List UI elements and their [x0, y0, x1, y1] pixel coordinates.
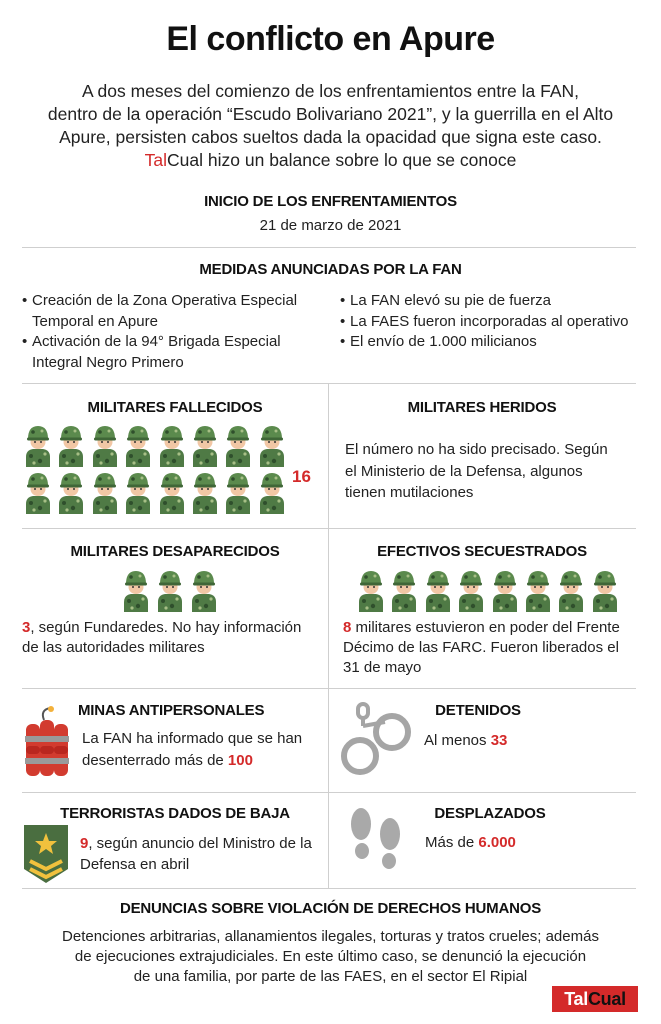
soldier-icon	[557, 568, 585, 612]
secuestrados-text	[343, 618, 628, 678]
handcuffs-icon	[340, 702, 416, 778]
divider	[22, 383, 636, 384]
desaparecidos-count: 3	[22, 619, 31, 636]
list-item: • Activación de la 94° Brigada Especial Integral Negro Primero	[22, 332, 307, 373]
soldier-icon	[224, 470, 252, 514]
terroristas-heading: TERRORISTAS DADOS DE BAJA	[60, 805, 290, 822]
soldier-icon	[158, 470, 186, 514]
intro-line-rest: Cual hizo un balance sobre lo que se conoce	[167, 150, 517, 170]
logo-part-2: Cual	[587, 989, 626, 1009]
soldier-icon	[491, 568, 519, 612]
denuncias-line: de una familia, por parte de las FAES, en el sector El Ripial	[133, 968, 528, 985]
detenidos-count: 33	[490, 732, 508, 749]
list-item: • La FAN elevó su pie de fuerza	[340, 291, 630, 312]
soldier-icon	[390, 568, 418, 612]
terroristas-desc: , según anuncio del Ministro de la Defensa en abril	[80, 835, 312, 873]
dynamite-icon	[22, 706, 72, 778]
heridos-heading: MILITARES HERIDOS	[407, 399, 557, 416]
desplazados-text	[425, 833, 625, 853]
soldier-icon	[124, 470, 152, 514]
footprints-icon	[344, 806, 408, 870]
terroristas-count: 9	[80, 835, 89, 852]
inicio-heading: INICIO DE LOS ENFRENTAMIENTOS	[204, 193, 457, 210]
divider	[22, 688, 636, 689]
desplazados-heading: DESPLAZADOS	[434, 805, 546, 822]
list-item: • La FAES fueron incorporadas al operativo	[340, 312, 630, 333]
fallecidos-heading: MILITARES FALLECIDOS	[87, 399, 263, 416]
list-item: • El envío de 1.000 milicianos	[340, 332, 630, 353]
soldier-icon	[124, 423, 152, 467]
denuncias-text	[0, 927, 661, 987]
soldier-icon	[191, 423, 219, 467]
soldier-icon	[122, 568, 150, 612]
page-title: El conflicto en Apure	[166, 20, 495, 58]
soldier-icon	[258, 470, 286, 514]
soldier-icon	[57, 423, 85, 467]
terroristas-text	[80, 833, 320, 875]
fallecidos-count: 16	[292, 467, 311, 486]
medidas-heading: MEDIDAS ANUNCIADAS POR LA FAN	[199, 261, 462, 278]
column-divider	[328, 383, 329, 889]
divider	[22, 888, 636, 889]
minas-desc: La FAN ha informado que se han desenterrado más de	[82, 730, 303, 769]
soldier-icon	[57, 470, 85, 514]
desaparecidos-desc: , según Fundaredes. No hay información de las autoridades militares	[22, 619, 302, 656]
intro-brand-word: Tal	[144, 150, 168, 170]
soldier-icon	[524, 568, 552, 612]
secuestrados-desc: militares estuvieron en poder del Frente Décimo de las FARC. Fueron liberados el 31 de mayo	[343, 619, 620, 676]
divider	[22, 247, 636, 248]
divider	[22, 792, 636, 793]
minas-count: 100	[227, 752, 253, 769]
intro-paragraph	[40, 80, 621, 172]
desaparecidos-heading: MILITARES DESAPARECIDOS	[70, 543, 280, 560]
soldier-icon	[190, 568, 218, 612]
minas-text	[82, 728, 317, 772]
soldier-icon	[258, 423, 286, 467]
military-rank-icon	[22, 823, 70, 885]
secuestrados-heading: EFECTIVOS SECUESTRADOS	[377, 543, 587, 560]
detenidos-text	[424, 731, 624, 751]
soldier-icon	[91, 423, 119, 467]
logo-part-1: Tal	[564, 989, 588, 1009]
soldier-icon	[224, 423, 252, 467]
inicio-date: 21 de marzo de 2021	[259, 217, 402, 234]
detenidos-desc: Al menos	[424, 732, 491, 749]
heridos-text: El número no ha sido precisado. Según el Ministerio de la Defensa, algunos tienen mutilaciones	[345, 441, 608, 501]
soldier-icon	[191, 470, 219, 514]
divider	[22, 528, 636, 529]
soldier-icon	[156, 568, 184, 612]
denuncias-heading: DENUNCIAS SOBRE VIOLACIÓN DE DERECHOS HUMANOS	[119, 900, 542, 917]
denuncias-line: Detenciones arbitrarias, allanamientos ilegales, torturas y tratos crueles; además	[62, 928, 599, 945]
intro-line: dentro de la operación “Escudo Bolivariano 2021”, y la guerrilla en el Alto	[47, 104, 614, 124]
detenidos-heading: DETENIDOS	[435, 702, 521, 719]
soldier-icon	[91, 470, 119, 514]
list-item: • Creación de la Zona Operativa Especial Temporal en Apure	[22, 291, 307, 332]
soldier-icon	[24, 423, 52, 467]
intro-line: A dos meses del comienzo de los enfrentamientos entre la FAN,	[81, 81, 580, 101]
intro-line: Apure, persisten cabos sueltos dada la opacidad que signa este caso.	[59, 127, 602, 147]
soldier-icon	[591, 568, 619, 612]
soldier-icon	[24, 470, 52, 514]
desplazados-count: 6.000	[478, 834, 516, 851]
soldier-icon	[457, 568, 485, 612]
desaparecidos-text	[22, 618, 322, 658]
minas-heading: MINAS ANTIPERSONALES	[78, 702, 265, 719]
medidas-right-list	[340, 291, 630, 353]
secuestrados-count: 8	[343, 619, 352, 636]
intro-line	[40, 149, 621, 172]
medidas-left-list	[22, 291, 307, 373]
soldier-icon	[158, 423, 186, 467]
talcual-logo	[552, 986, 638, 1012]
soldier-icon	[424, 568, 452, 612]
denuncias-line: de ejecuciones extrajudiciales. En este último caso, se denunció la ejecución	[74, 948, 587, 965]
desplazados-desc: Más de	[425, 834, 479, 851]
soldier-icon	[357, 568, 385, 612]
